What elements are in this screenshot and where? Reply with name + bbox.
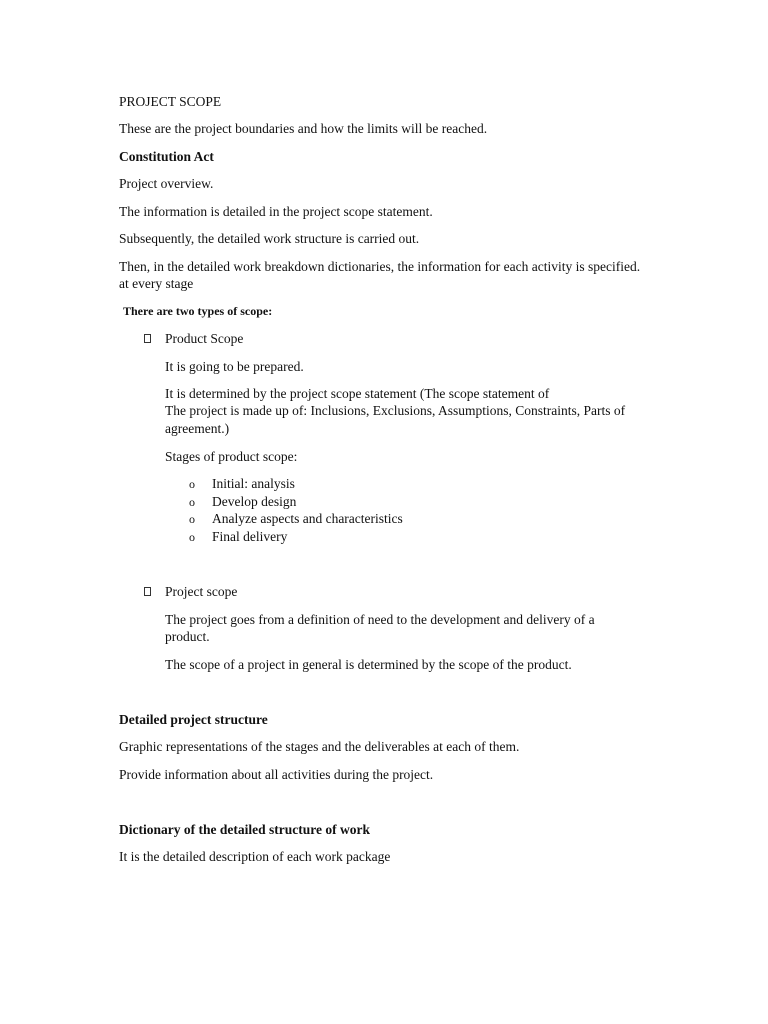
scope-types-heading: There are two types of scope: [123, 304, 273, 318]
list-item: Analyze aspects and characteristics [212, 511, 403, 526]
detailed-structure-paragraph-2: Provide information about all activities during the project. [119, 767, 434, 782]
detailed-structure-paragraph-1: Graphic representations of the stages and the deliverables at each of them. [119, 739, 520, 754]
circle-bullet-icon: o [189, 495, 195, 509]
detailed-structure-heading: Detailed project structure [119, 712, 268, 727]
dictionary-heading: Dictionary of the detailed structure of work [119, 822, 370, 837]
product-scope-paragraph-1: It is going to be prepared. [165, 359, 304, 374]
list-item: Initial: analysis [212, 476, 295, 491]
constitution-paragraph-4-line-1: Then, in the detailed work breakdown dictionaries, the information for each activity is specified. [119, 259, 641, 274]
circle-bullet-icon: o [189, 512, 195, 526]
list-item: Develop design [212, 494, 297, 509]
list-item: Final delivery [212, 529, 288, 544]
constitution-paragraph-2: The information is detailed in the project scope statement. [119, 204, 433, 219]
project-scope-paragraph-1-line-1: The project goes from a definition of need to the development and delivery of a [165, 612, 595, 627]
product-stages-label: Stages of product scope: [165, 449, 298, 464]
product-scope-paragraph-2-line-1: It is determined by the project scope statement (The scope statement of [165, 386, 550, 401]
dictionary-paragraph: It is the detailed description of each work package [119, 849, 391, 864]
circle-bullet-icon: o [189, 477, 195, 491]
constitution-paragraph-4-line-2: at every stage [119, 276, 194, 291]
constitution-heading: Constitution Act [119, 149, 214, 164]
product-scope-paragraph-2-line-3: agreement.) [165, 421, 230, 436]
checkbox-bullet-icon [144, 587, 151, 596]
constitution-paragraph-3: Subsequently, the detailed work structure is carried out. [119, 231, 420, 246]
product-scope-paragraph-2-line-2: The project is made up of: Inclusions, Exclusions, Assumptions, Constraints, Parts of [165, 403, 626, 418]
page-title: PROJECT SCOPE [119, 94, 222, 109]
checkbox-bullet-icon [144, 334, 151, 343]
constitution-paragraph-1: Project overview. [119, 176, 214, 191]
project-scope-paragraph-2: The scope of a project in general is determined by the scope of the product. [165, 657, 572, 672]
project-scope-paragraph-1-line-2: product. [165, 629, 210, 644]
project-scope-label: Project scope [165, 584, 238, 599]
circle-bullet-icon: o [189, 530, 195, 544]
intro-paragraph: These are the project boundaries and how the limits will be reached. [119, 121, 488, 136]
product-scope-label: Product Scope [165, 331, 244, 346]
